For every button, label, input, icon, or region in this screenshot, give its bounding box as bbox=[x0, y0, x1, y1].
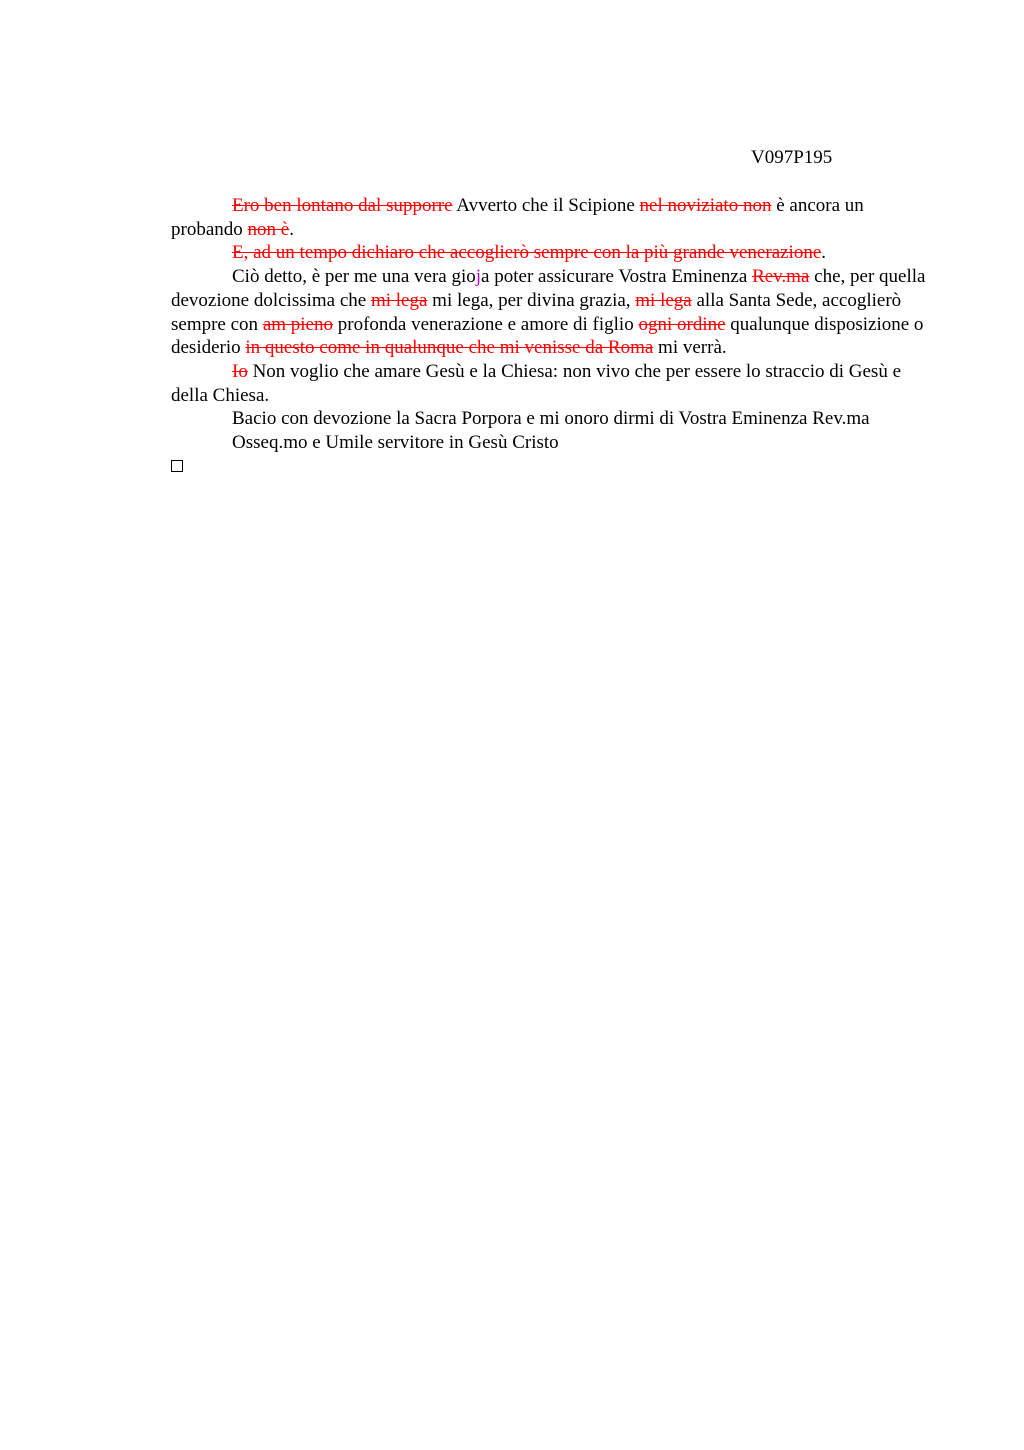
deleted-text: Ero ben lontano dal supporre bbox=[232, 195, 453, 216]
text-segment: a poter assicurare Vostra Eminenza bbox=[481, 266, 753, 288]
letter-body bbox=[171, 194, 931, 478]
deleted-text: in questo come in qualunque che mi venisse da Roma bbox=[245, 337, 654, 359]
letter-paragraph bbox=[171, 360, 931, 407]
deleted-text: ogni ordine bbox=[638, 313, 726, 335]
empty-checkbox-icon bbox=[171, 460, 183, 472]
text-segment: è ancora un probando bbox=[171, 195, 864, 240]
letter-paragraph bbox=[171, 431, 931, 455]
text-segment: mi lega, per divina grazia, bbox=[427, 289, 636, 311]
text-segment: Ciò detto, è per me una vera gio bbox=[232, 266, 476, 288]
text-segment: profonda venerazione e amore di figlio bbox=[333, 313, 639, 335]
letter-paragraph bbox=[171, 241, 931, 265]
text-segment: Bacio con devozione la Sacra Porpora e mi onoro dirmi di Vostra Eminenza Rev.ma bbox=[232, 408, 870, 430]
deleted-text: non è bbox=[247, 218, 290, 240]
page-identifier: V097P195 bbox=[751, 147, 833, 168]
letter-paragraph bbox=[171, 194, 931, 241]
text-segment: . bbox=[821, 242, 827, 264]
text-segment: Osseq.mo e Umile servitore in Gesù Cristo bbox=[232, 432, 559, 454]
deleted-text: nel noviziato non bbox=[639, 195, 772, 216]
deleted-text: Io bbox=[232, 360, 248, 382]
deleted-text: E, ad un tempo dichiaro che accoglierò sempre con la più grande venerazione bbox=[232, 242, 822, 264]
text-segment: . bbox=[289, 218, 294, 240]
inserted-text: j bbox=[475, 266, 482, 288]
checkbox-line bbox=[171, 455, 931, 479]
text-segment: qualunque disposizione o desiderio bbox=[171, 313, 924, 359]
deleted-text: mi lega bbox=[370, 289, 428, 311]
letter-paragraph bbox=[171, 407, 931, 431]
deleted-text: mi lega bbox=[635, 289, 692, 311]
letter-paragraph bbox=[171, 265, 931, 360]
text-segment: mi verrà. bbox=[653, 337, 727, 359]
deleted-text: am pieno bbox=[262, 313, 333, 335]
text-segment: alla Santa Sede, accoglierò sempre con bbox=[171, 289, 902, 335]
deleted-text: Rev.ma bbox=[752, 266, 810, 288]
text-segment: che, per quella devozione dolcissima che bbox=[171, 266, 926, 311]
text-segment: Non voglio che amare Gesù e la Chiesa: non vivo che per essere lo straccio di Gesù e della Chiesa. bbox=[171, 360, 901, 406]
text-segment: Avverto che il Scipione bbox=[452, 195, 640, 216]
